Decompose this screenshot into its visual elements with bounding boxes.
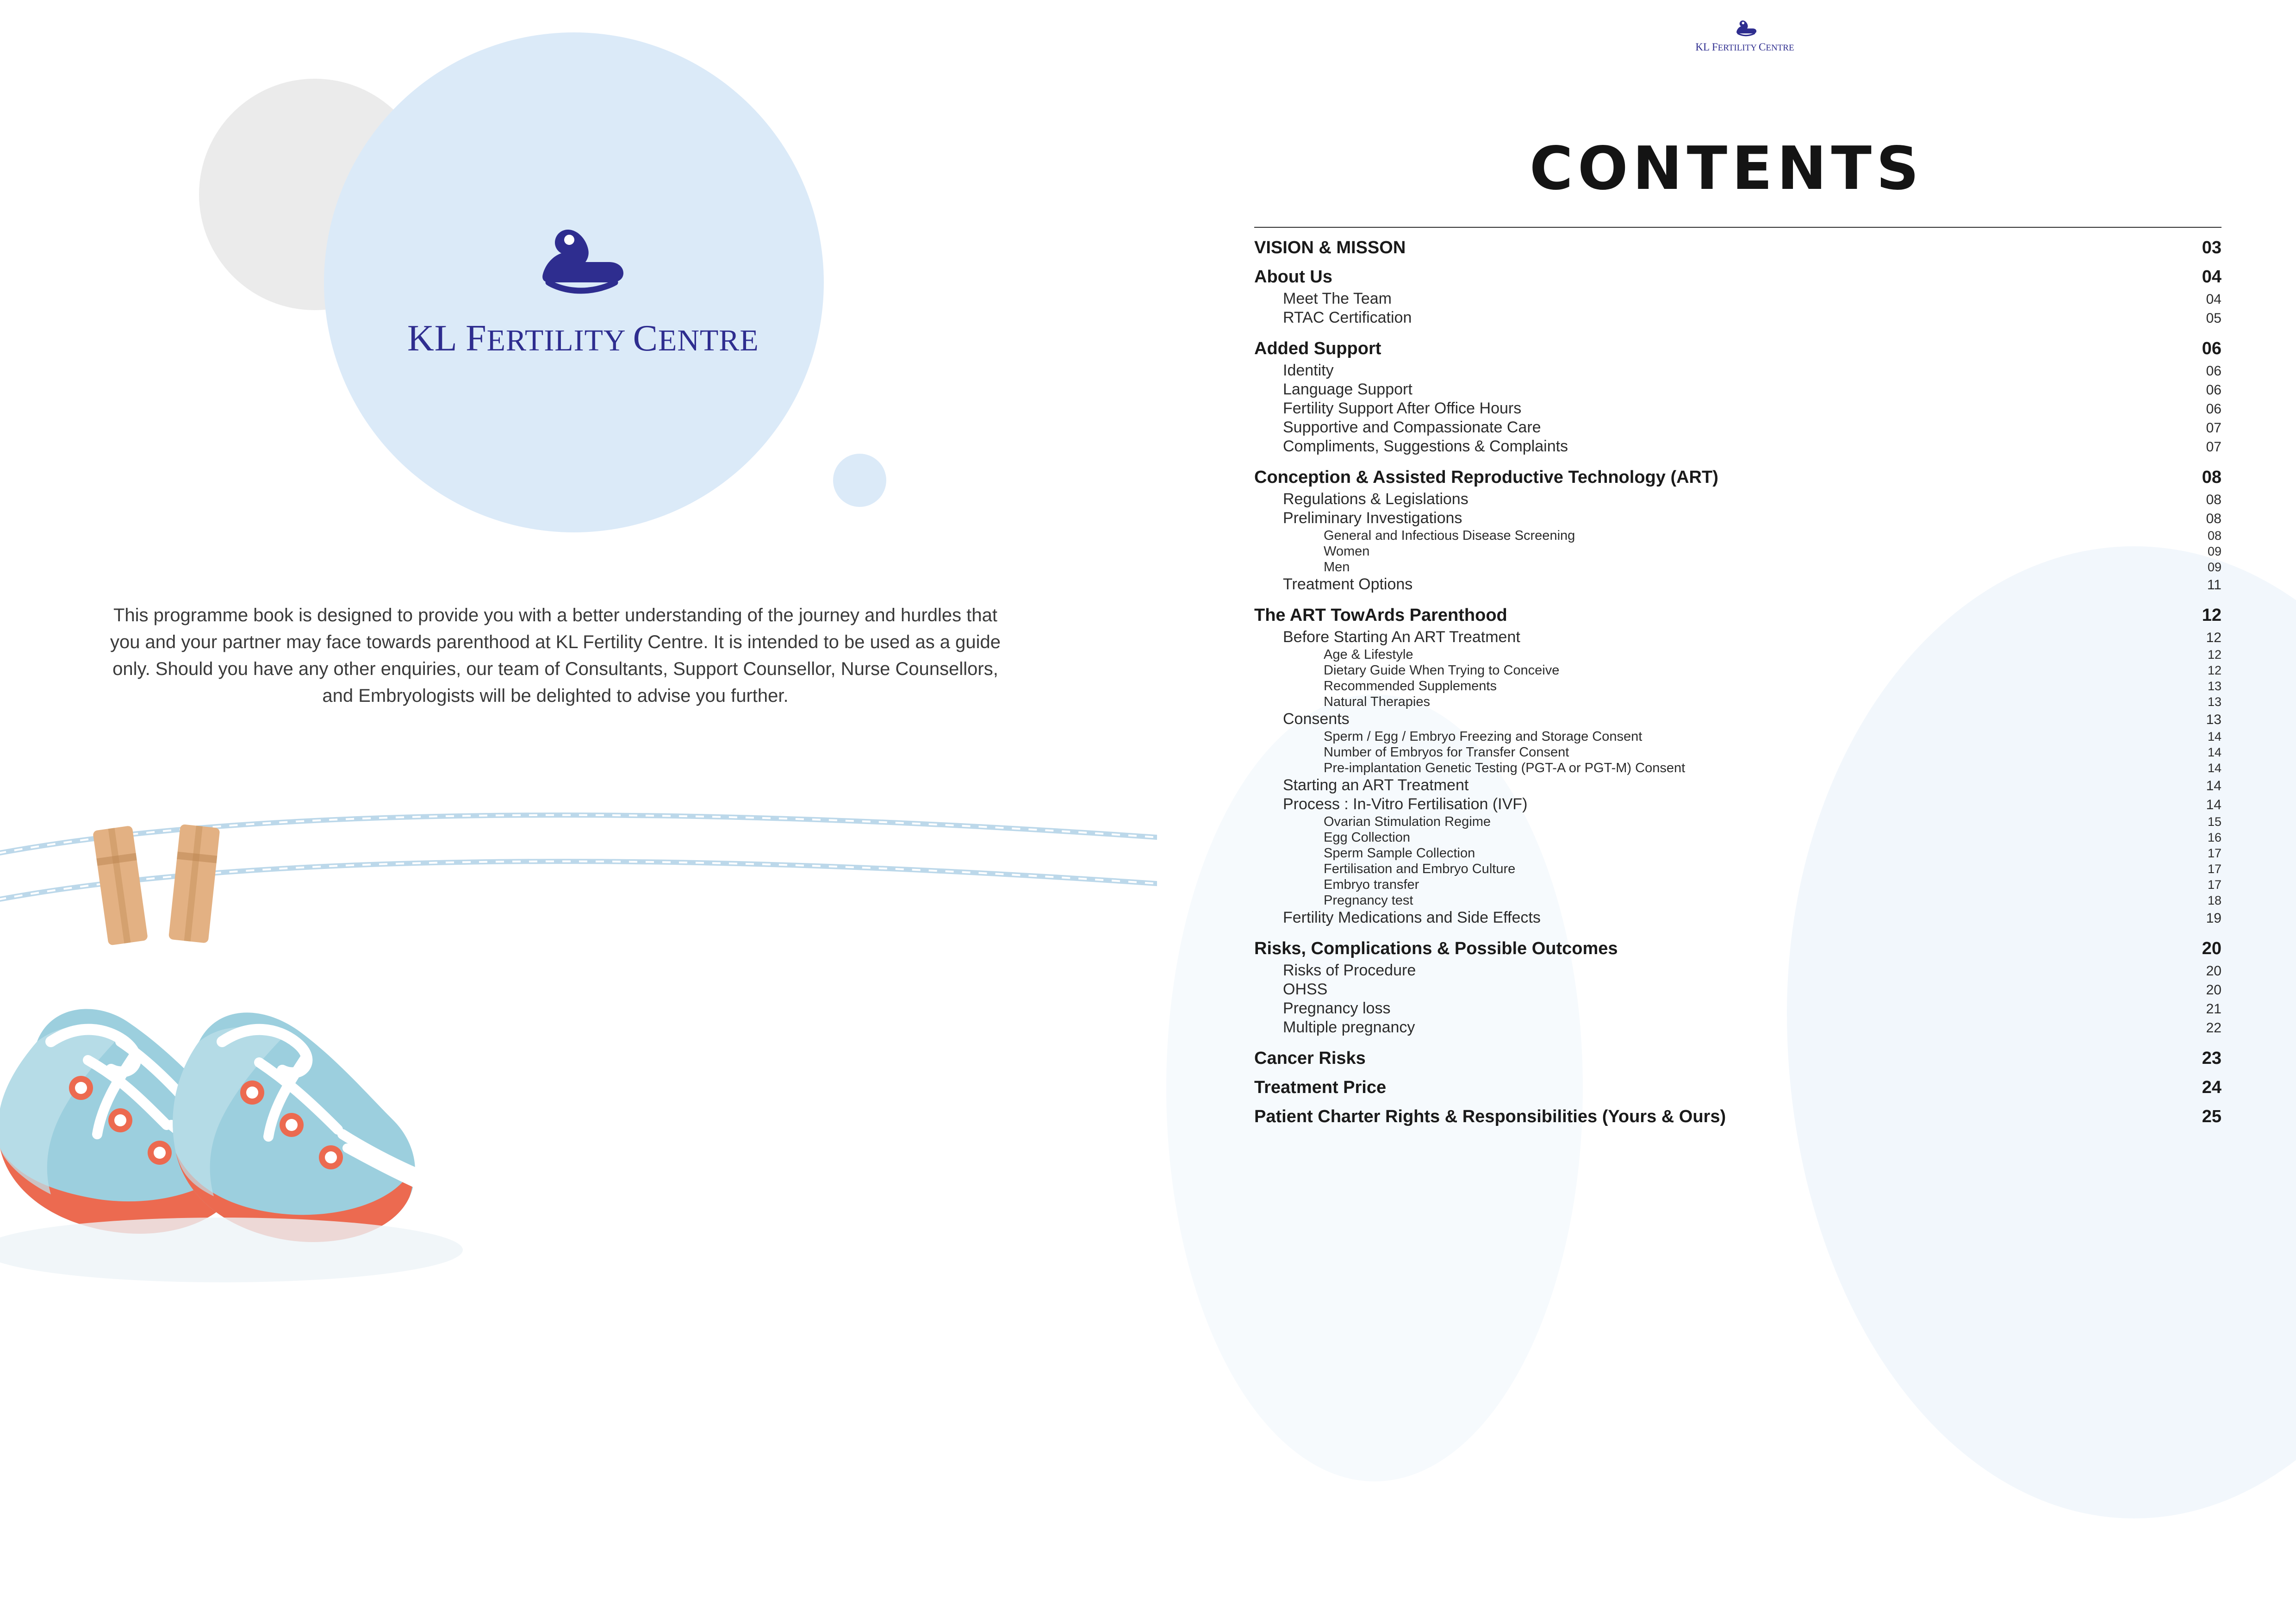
toc-page-number: 14 [2207,745,2221,759]
toc-label: Pre-implantation Genetic Testing (PGT-A or PGT-M) Consent [1324,761,1686,775]
toc-item-general-infectious-disease-screening[interactable] [1254,528,2221,543]
toc-page-number: 14 [2207,761,2221,775]
baby-shoe-right [173,1012,583,1242]
toc-label: Before Starting An ART Treatment [1283,628,1520,646]
toc-label: OHSS [1283,981,1328,998]
toc-item-natural-therapies[interactable] [1254,694,2221,710]
toc-item-sperm-sample-collection[interactable] [1254,846,2221,861]
page-header-logo [1692,16,1798,53]
toc-label: About Us [1254,267,1332,287]
toc-label: Women [1324,544,1370,559]
toc-label: Risks of Procedure [1283,962,1416,979]
toc-item-treatment-price[interactable] [1254,1078,2221,1098]
toc-item-dietary-guide-when-trying-to-conceive[interactable] [1254,663,2221,678]
toc-page-number: 15 [2207,815,2221,829]
toc-label: Regulations & Legislations [1283,490,1468,508]
page-header-logo-text: KL FERTILITY CENTRE [1695,41,1794,53]
toc-group [1254,1078,2221,1098]
toc-page-number: 09 [2207,560,2221,574]
toc-page-number: 12 [2206,630,2221,645]
toc-page-number: 08 [2202,468,2221,487]
toc-label: Men [1324,560,1350,575]
toc-group [1254,468,2221,593]
toc-page-number: 07 [2206,420,2221,436]
toc-item-risks-complications-possible-outcomes[interactable] [1254,939,2221,959]
toc-label: Age & Lifestyle [1324,647,1413,662]
toc-label: Sperm Sample Collection [1324,846,1475,861]
toc-label: The ART TowArds Parenthood [1254,606,1507,625]
toc-item-before-starting-an-art-treatment[interactable] [1254,628,2221,646]
toc-item-the-art-towards-parenthood[interactable] [1254,606,2221,625]
toc-label: Added Support [1254,339,1381,358]
toc-page-number: 25 [2202,1107,2221,1126]
toc-label: Consents [1283,710,1350,728]
toc-label: Language Support [1283,381,1412,398]
toc-label: Conception & Assisted Reproductive Technology (ART) [1254,468,1718,487]
toc-label: Preliminary Investigations [1283,509,1462,527]
toc-group [1254,1049,2221,1068]
toc-item-multiple-pregnancy[interactable] [1254,1018,2221,1037]
toc-item-women[interactable] [1254,544,2221,559]
toc-item-identity[interactable] [1254,362,2221,380]
toc-label: Egg Collection [1324,830,1410,845]
toc-label: Process : In-Vitro Fertilisation (IVF) [1283,795,1528,813]
toc-item-risks-of-procedure[interactable] [1254,962,2221,980]
toc-item-fertility-medications-and-side-effects[interactable] [1254,909,2221,927]
toc-page-number: 13 [2207,695,2221,709]
toc-group [1254,939,2221,1037]
toc-page-number: 21 [2206,1001,2221,1017]
toc-label: General and Infectious Disease Screening [1324,528,1575,543]
toc-page-number: 08 [2207,529,2221,543]
toc-page-number: 06 [2202,339,2221,358]
toc-page-number: 06 [2206,382,2221,398]
toc-item-embryo-transfer[interactable] [1254,877,2221,893]
toc-item-regulations-legislations[interactable] [1254,490,2221,508]
toc-item-preliminary-investigations[interactable] [1254,509,2221,527]
baby-shoes-clothesline-illustration [0,782,1157,1430]
toc-item-consents[interactable] [1254,710,2221,728]
toc-label: Cancer Risks [1254,1049,1366,1068]
toc-item-pre-implantation-genetic-testing-consent[interactable] [1254,761,2221,776]
toc-item-number-of-embryos-for-transfer-consent[interactable] [1254,745,2221,760]
toc-page-number: 06 [2206,363,2221,379]
toc-item-fertilisation-and-embryo-culture[interactable] [1254,862,2221,877]
toc-page-number: 17 [2207,846,2221,860]
toc-item-language-support[interactable] [1254,381,2221,399]
toc-item-patient-charter-rights-responsibilities[interactable] [1254,1107,2221,1127]
toc-page-number: 06 [2206,401,2221,417]
table-of-contents [1254,227,2221,1136]
toc-label: Pregnancy loss [1283,999,1391,1017]
toc-item-rtac-certification[interactable] [1254,309,2221,327]
toc-page-number: 12 [2202,606,2221,625]
toc-item-fertility-support-after-office-hours[interactable] [1254,400,2221,418]
toc-label: Number of Embryos for Transfer Consent [1324,745,1569,760]
toc-page-number: 05 [2206,311,2221,326]
toc-page-number: 20 [2206,963,2221,979]
toc-item-starting-an-art-treatment[interactable] [1254,776,2221,794]
toc-label: Embryo transfer [1324,877,1419,892]
toc-page-number: 17 [2207,862,2221,876]
toc-page-number: 07 [2206,439,2221,455]
toc-item-recommended-supplements[interactable] [1254,679,2221,694]
toc-page-number: 12 [2207,648,2221,662]
toc-label: Recommended Supplements [1324,679,1497,693]
toc-item-compliments-suggestions-complaints[interactable] [1254,437,2221,456]
toc-label: Fertility Support After Office Hours [1283,400,1522,417]
toc-item-supportive-and-compassionate-care[interactable] [1254,418,2221,437]
toc-group [1254,238,2221,258]
toc-label: RTAC Certification [1283,309,1412,326]
toc-label: Dietary Guide When Trying to Conceive [1324,663,1560,678]
toc-label: Natural Therapies [1324,694,1430,709]
toc-page-number: 04 [2206,292,2221,307]
brand-logo-block [407,213,759,360]
toc-item-ovarian-stimulation-regime[interactable] [1254,814,2221,830]
toc-label: Patient Charter Rights & Responsibilities (Yours & Ours) [1254,1107,1726,1126]
toc-page-number: 08 [2206,492,2221,507]
divider [1254,227,2221,228]
toc-page-number: 08 [2206,511,2221,526]
toc-label: Sperm / Egg / Embryo Freezing and Storage Consent [1324,729,1643,744]
toc-label: Identity [1283,362,1334,379]
toc-label: Meet The Team [1283,290,1392,307]
page-title: CONTENTS [1529,134,1924,203]
toc-item-sperm-egg-embryo-freezing-storage-consent[interactable] [1254,729,2221,744]
brand-logo-wordmark: KL FERTILITY CENTRE [407,318,759,359]
toc-label: Starting an ART Treatment [1283,776,1469,794]
toc-page-number: 19 [2206,911,2221,926]
toc-page-number: 20 [2206,982,2221,998]
toc-page-number: 18 [2207,893,2221,907]
toc-item-vision-misson[interactable] [1254,238,2221,258]
toc-item-conception-assisted-reproductive-technology[interactable] [1254,468,2221,487]
toc-group [1254,606,2221,927]
toc-label: Risks, Complications & Possible Outcomes [1254,939,1618,958]
toc-page-number: 22 [2206,1020,2221,1036]
toc-label: Ovarian Stimulation Regime [1324,814,1491,829]
toc-item-meet-the-team[interactable] [1254,290,2221,308]
toc-label: Fertility Medications and Side Effects [1283,909,1541,926]
toc-page-number: 17 [2207,878,2221,892]
toc-label: Treatment Options [1283,575,1413,593]
toc-item-cancer-risks[interactable] [1254,1049,2221,1068]
toc-item-egg-collection[interactable] [1254,830,2221,845]
toc-page-number: 16 [2207,831,2221,844]
right-page [1157,0,2296,1624]
decorative-blue-circle-small [833,454,886,507]
toc-item-pregnancy-test[interactable] [1254,893,2221,908]
toc-page-number: 13 [2207,679,2221,693]
toc-item-process-in-vitro-fertilisation[interactable] [1254,795,2221,813]
toc-item-age-lifestyle[interactable] [1254,647,2221,662]
intro-paragraph: This programme book is designed to provide you with a better understanding of the journey and hurdles that you and your partner may face towards parenthood at KL Fertility Centre. It is intended to be used as a guide only. Should you have any other enquiries, our team of Consultants, Support Counsellor, Nurse Counsellors, and Embryologists will be delighted to advise you further. [110,605,1001,706]
toc-label: Treatment Price [1254,1078,1387,1097]
toc-page-number: 11 [2207,577,2221,593]
toc-page-number: 14 [2206,797,2221,812]
toc-group [1254,1107,2221,1127]
toc-page-number: 09 [2207,544,2221,558]
toc-label: Pregnancy test [1324,893,1413,908]
toc-page-number: 12 [2207,663,2221,677]
toc-page-number: 23 [2202,1049,2221,1068]
toc-page-number: 04 [2202,267,2221,287]
toc-label: Multiple pregnancy [1283,1018,1415,1036]
kl-fertility-logo-icon [516,213,636,306]
toc-label: Supportive and Compassionate Care [1283,418,1541,436]
toc-label: Fertilisation and Embryo Culture [1324,862,1516,876]
toc-page-number: 13 [2206,712,2221,727]
toc-item-men[interactable] [1254,560,2221,575]
toc-item-treatment-options[interactable] [1254,575,2221,593]
toc-label: VISION & MISSON [1254,238,1406,257]
toc-group [1254,267,2221,327]
toc-page-number: 03 [2202,238,2221,257]
toc-page-number: 14 [2206,778,2221,793]
toc-page-number: 14 [2207,730,2221,743]
toc-item-about-us[interactable] [1254,267,2221,287]
toc-page-number: 24 [2202,1078,2221,1097]
toc-page-number: 20 [2202,939,2221,958]
toc-item-ohss[interactable] [1254,981,2221,999]
toc-group [1254,339,2221,456]
toc-item-pregnancy-loss[interactable] [1254,999,2221,1018]
toc-item-added-support[interactable] [1254,339,2221,359]
toc-label: Compliments, Suggestions & Complaints [1283,437,1568,455]
kl-fertility-logo-icon-small [1730,16,1760,39]
